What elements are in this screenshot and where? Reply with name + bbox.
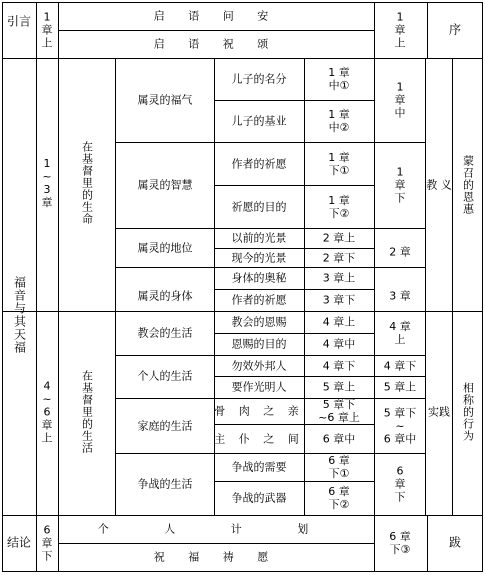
- teaching-label: 教 义: [426, 178, 452, 192]
- conclusion-chapter: 6 章 下: [41, 523, 53, 563]
- group-body: 属灵的身体: [137, 289, 193, 303]
- group-blessing: 属灵的福气: [137, 93, 193, 107]
- conclusion-label: 跋: [448, 535, 462, 550]
- conclusion-ref: 6 章 下③: [389, 530, 411, 556]
- personal-side-ref: 4 章下: [383, 359, 417, 373]
- teaching-summary: 蒙召的恩惠: [461, 155, 475, 215]
- position-item: 以前的光景: [231, 231, 287, 245]
- personal-side-ref: 5 章上: [383, 380, 417, 394]
- body-ref: 3 章下: [322, 293, 356, 307]
- body-side-ref: 3 章: [389, 289, 411, 303]
- doctrine-chapters: 1 ~ 3 章: [41, 157, 53, 209]
- battle-item: 争战的需要: [231, 460, 287, 474]
- group-personal: 个人的生活: [137, 369, 193, 383]
- section-intro: 引言: [6, 14, 32, 29]
- conclusion-row-plan: 个 人 计 划: [97, 522, 335, 536]
- church-ref: 4 章中: [322, 337, 356, 351]
- family-ref: 6 章中: [322, 432, 356, 446]
- blessing-ref: 1 章 中①: [328, 66, 350, 92]
- section-conclusion: 结论: [6, 535, 32, 550]
- position-ref: 2 章下: [322, 251, 356, 265]
- practice-label: 实践: [428, 405, 450, 419]
- intro-row-blessing: 启 语 祝 颂: [153, 37, 279, 51]
- intro-row-greeting: 启 语 问 安: [153, 9, 279, 23]
- body-item: 作者的祈愿: [231, 293, 287, 307]
- position-ref: 2 章上: [322, 231, 356, 245]
- group-battle: 争战的生活: [137, 477, 193, 491]
- doctrine-theme: 在基督里的生命: [80, 141, 94, 225]
- battle-item: 争战的武器: [231, 491, 287, 505]
- church-item: 教会的恩赐: [231, 315, 287, 329]
- wisdom-ref: 1 章 下①: [328, 151, 350, 177]
- wisdom-side-ref: 1 章 下: [394, 165, 406, 205]
- battle-ref: 6 章 下②: [328, 485, 350, 511]
- body-ref: 3 章上: [322, 271, 356, 285]
- group-family: 家庭的生活: [137, 419, 193, 433]
- personal-ref: 5 章上: [322, 380, 356, 394]
- family-ref: 5 章下 ~6 章上: [318, 398, 360, 424]
- position-item: 现今的光景: [231, 251, 287, 265]
- blessing-side-ref: 1 章 中: [394, 80, 406, 120]
- personal-ref: 4 章下: [322, 359, 356, 373]
- practice-chapters: 4 ~ 6 章 上: [41, 379, 53, 445]
- church-side-ref: 4 章 上: [389, 320, 411, 346]
- wisdom-item: 作者的祈愿: [231, 157, 287, 171]
- blessing-item: 儿子的名分: [231, 72, 287, 86]
- intro-ref: 1 章 上: [394, 10, 406, 50]
- group-position: 属灵的地位: [137, 241, 193, 255]
- church-ref: 4 章上: [322, 315, 356, 329]
- intro-label: 序: [448, 22, 462, 37]
- personal-item: 勿效外邦人: [231, 359, 287, 373]
- conclusion-row-blessing: 祝 福 祷 愿: [153, 550, 279, 564]
- family-side-ref: 5 章下 ~ 6 章中: [383, 406, 417, 446]
- church-item: 恩赐的目的: [231, 337, 287, 351]
- family-item: 主 仆 之 间: [214, 432, 304, 446]
- wisdom-item: 祈愿的目的: [231, 200, 287, 214]
- personal-item: 要作光明人: [231, 380, 287, 394]
- blessing-item: 儿子的基业: [231, 114, 287, 128]
- section-gospel: 福音与其天福: [12, 276, 27, 354]
- family-item: 骨 肉 之 亲: [214, 404, 304, 418]
- practice-theme: 在基督里的生活: [80, 370, 94, 454]
- intro-chapter: 1 章 上: [41, 10, 53, 50]
- battle-side-ref: 6 章 下: [394, 464, 406, 504]
- blessing-ref: 1 章 中②: [328, 108, 350, 134]
- position-side-ref: 2 章: [389, 245, 411, 259]
- body-item: 身体的奥秘: [231, 271, 287, 285]
- group-wisdom: 属灵的智慧: [137, 178, 193, 192]
- wisdom-ref: 1 章 下②: [328, 194, 350, 220]
- battle-ref: 6 章 下①: [328, 454, 350, 480]
- practice-summary: 相称的行为: [461, 382, 475, 442]
- group-church: 教会的生活: [137, 326, 193, 340]
